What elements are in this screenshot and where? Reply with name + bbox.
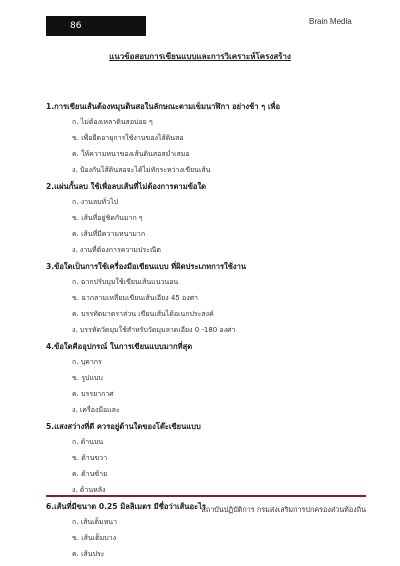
answer-option: ก. ด้านบน [72, 438, 104, 446]
answer-option: ค. ด้านซ้าย [72, 470, 108, 478]
answer-option: ค. เส้นที่มีความหนามาก [72, 230, 146, 238]
page-number: 86 [70, 21, 82, 31]
answer-option: ค. บรรยากาศ [72, 390, 114, 398]
answer-option: ข. เพื่อยืดอายุการใช้งานของไส้ดินสอ [72, 134, 184, 142]
answer-option: ก. ไม่ต้องเหลาดินสอบ่อย ๆ [72, 118, 153, 126]
question-text: 2.แผ่นกั้นลบ ใช้เพื่อลบเส้นที่ไม่ต้องการตามข้อใด [46, 182, 207, 191]
answer-option: ง. ด้านหลัง [72, 486, 106, 494]
question-text: 1.การเขียนเส้นต้องหมุนดินสอในลักษณะตามเข็มนาฬิกา อย่างช้า ๆ เพื่อ [46, 102, 281, 111]
answer-option: ก. งานลบทั่วไป [72, 198, 119, 206]
answer-option: ข. ด้านขวา [72, 454, 108, 462]
question-text: 4.ข้อใดคืออุปกรณ์ ในการเขียนแบบมากที่สุด [46, 342, 193, 351]
answer-option: ข. ฉากสามเหลี่ยมเขียนเส้นเอียง 45 องศา [72, 294, 198, 302]
question-text: 6.เส้นที่มีขนาด 0.25 มิลลิเมตร มีชื่อว่าเส้นอะไร [46, 502, 206, 511]
answer-option: ก. เส้นเต็มหนา [72, 518, 118, 526]
answer-option: ง. ป้องกันไส้ดินสอจะได้ไม่หักระหว่างเขียนเส้น [72, 166, 211, 174]
question-text: 3.ข้อใดเป็นการใช้เครื่องมือเขียนแบบ ที่ผิดประเภทการใช้งาน [46, 262, 247, 271]
document-title: แนวข้อสอบการเขียนแบบและการวิเคราะห์โครงสร้าง [109, 52, 291, 61]
answer-option: ง. งานที่ต้องการความประณีต [72, 246, 161, 254]
footer-divider [46, 495, 366, 497]
answer-option: ค. บรรทัดมาตราส่วน เขียนเส้นได้อเนกประสงค์ [72, 310, 214, 318]
answer-option: ค. เส้นประ [72, 550, 105, 558]
answer-option: ข. เส้นเต็มบาง [72, 534, 117, 542]
answer-option: ข. เส้นที่อยู่ชิดกันมาก ๆ [72, 214, 143, 222]
question-text: 5.แสงสว่างที่ดี ควรอยู่ด้านใดของโต๊ะเขียนแบบ [46, 422, 201, 431]
answer-option: ง. บรรทัดวัดมุมใช้สำหรับวัดมุมลาดเอียง 0 -180 องศา [72, 326, 236, 334]
answer-option: ก. บุคากร [72, 358, 102, 366]
footer-text: สถาบันปฏิบัติการ กรมส่งเสริมการปกครองส่วนท้องถิ่น [201, 505, 366, 514]
answer-option: ง. เครื่องมือและ [72, 406, 120, 414]
brand-label: Brain Media [309, 17, 352, 26]
answer-option: ค. ให้ความหนาของเส้นดินสอสม่ำเสมอ [72, 150, 190, 158]
page-number-badge [46, 16, 146, 36]
answer-option: ข. รูปแบบ [72, 374, 103, 382]
answer-option: ก. ฉากปรับมุมใช้เขียนเส้นแนวนอน [72, 278, 179, 286]
